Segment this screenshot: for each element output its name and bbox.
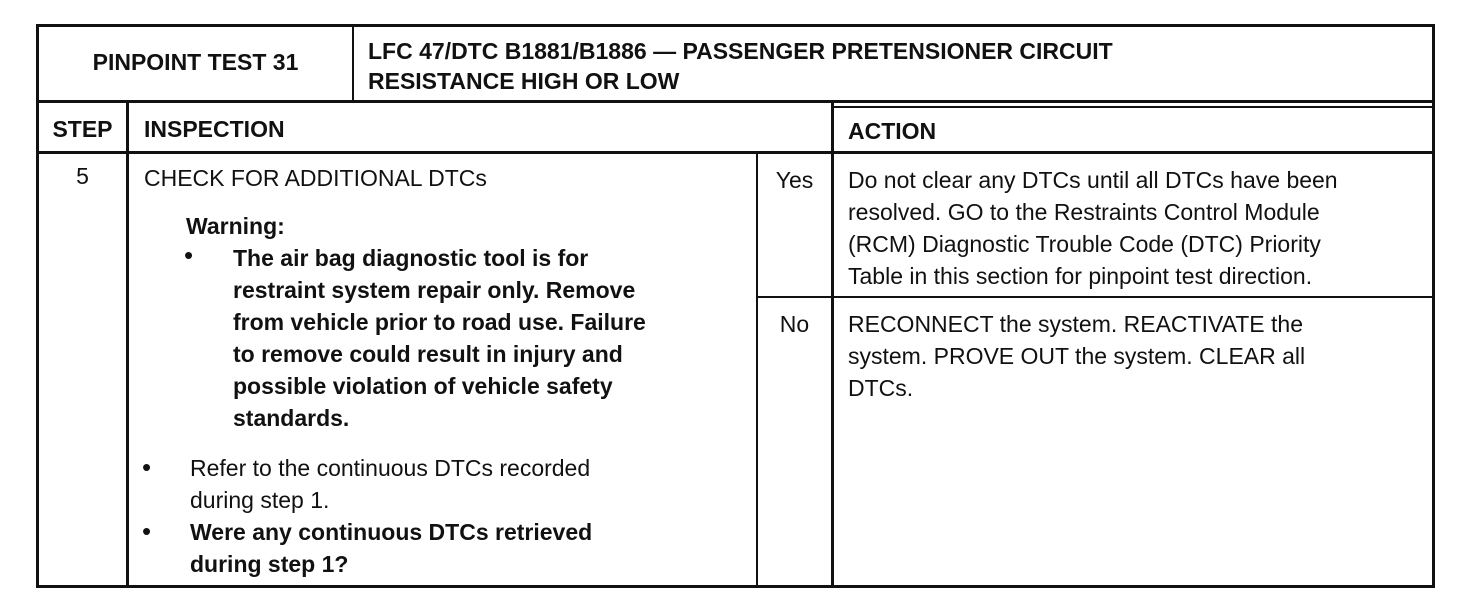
pinpoint-test-label: PINPOINT TEST 31 <box>92 49 299 75</box>
warning-line: from vehicle prior to road use. Failure <box>233 309 646 335</box>
warning-line: standards. <box>233 405 350 431</box>
warning-line: to remove could result in injury and <box>233 341 623 367</box>
yes-action-line: (RCM) Diagnostic Trouble Code (DTC) Priority <box>848 231 1321 257</box>
bullet-question: • <box>142 516 152 546</box>
yes-no-divider <box>757 296 1435 298</box>
pinpoint-test-title-line1: LFC 47/DTC B1881/B1886 — PASSENGER PRETENSIONER CIRCUIT <box>368 38 1113 64</box>
pinpoint-test-title-line2: RESISTANCE HIGH OR LOW <box>368 68 680 94</box>
refer-text <box>190 452 750 516</box>
action-column-divider <box>831 101 834 588</box>
inspection-column-header: INSPECTION <box>144 116 285 142</box>
action-header-divider-lower <box>832 106 1435 108</box>
step-number: 5 <box>76 163 89 189</box>
warning-text <box>233 242 753 434</box>
yes-action-text <box>848 164 1433 292</box>
warning-line: The air bag diagnostic tool is for <box>233 245 589 271</box>
header-divider <box>36 100 1435 103</box>
check-title: CHECK FOR ADDITIONAL DTCs <box>144 165 487 191</box>
header-title-divider <box>352 24 354 102</box>
warning-bullet: • <box>184 240 194 270</box>
inspection-yesno-divider <box>756 152 758 588</box>
warning-line: possible violation of vehicle safety <box>233 373 613 399</box>
no-action-line: RECONNECT the system. REACTIVATE the <box>848 311 1303 337</box>
yes-label: Yes <box>775 167 814 193</box>
question-line: Were any continuous DTCs retrieved <box>190 519 593 545</box>
no-label: No <box>779 311 810 337</box>
step-column-divider <box>126 101 129 588</box>
yes-action-line: Table in this section for pinpoint test direction. <box>848 263 1313 289</box>
refer-line: Refer to the continuous DTCs recorded <box>190 455 591 481</box>
refer-line: during step 1. <box>190 487 330 513</box>
bullet-refer: • <box>142 452 152 482</box>
no-action-line: system. PROVE OUT the system. CLEAR all <box>848 343 1306 369</box>
step-column-header: STEP <box>52 116 113 142</box>
no-action-line: DTCs. <box>848 375 914 401</box>
question-text <box>190 516 750 580</box>
yes-action-line: resolved. GO to the Restraints Control Module <box>848 199 1320 225</box>
column-header-divider <box>36 151 1435 154</box>
action-column-header: ACTION <box>848 118 937 144</box>
no-action-text <box>848 308 1433 404</box>
warning-line: restraint system repair only. Remove <box>233 277 636 303</box>
warning-label: Warning: <box>186 213 285 239</box>
yes-action-line: Do not clear any DTCs until all DTCs have been <box>848 167 1338 193</box>
question-line: during step 1? <box>190 551 349 577</box>
